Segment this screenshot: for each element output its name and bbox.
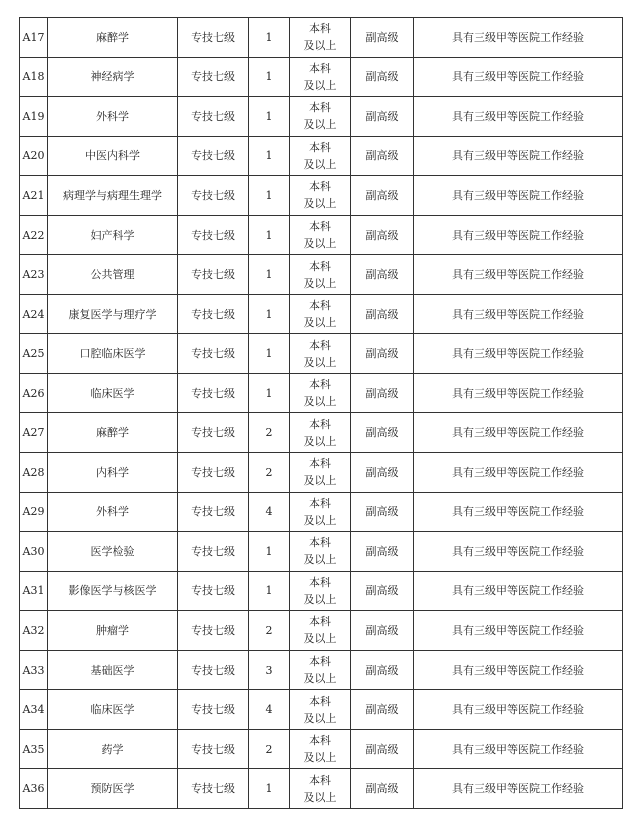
cell-post-level: 专技七级 [178,413,249,453]
cell-major: 中医内科学 [48,136,178,176]
education-line-1: 本科 [309,536,331,550]
cell-headcount: 4 [249,690,290,730]
cell-post-level: 专技七级 [178,611,249,651]
education-line-2: 及以上 [303,632,337,646]
cell-major: 病理学与病理生理学 [48,176,178,216]
cell-position-code: A36 [20,769,48,809]
cell-requirement: 具有三级甲等医院工作经验 [414,97,623,137]
education-line-1: 本科 [309,338,331,352]
cell-major: 外科学 [48,97,178,137]
table-row [20,492,623,532]
table-row [20,334,623,374]
cell-major: 公共管理 [48,255,178,295]
cell-professional-title: 副高级 [351,611,414,651]
education-line-1: 本科 [309,61,331,75]
cell-education [290,57,351,97]
education-line-2: 及以上 [303,711,337,725]
cell-position-code: A34 [20,690,48,730]
cell-professional-title: 副高级 [351,373,414,413]
cell-headcount: 1 [249,97,290,137]
education-line-1: 本科 [309,180,331,194]
education-line-1: 本科 [309,655,331,669]
cell-education [290,769,351,809]
table-row [20,136,623,176]
cell-post-level: 专技七级 [178,492,249,532]
cell-requirement: 具有三级甲等医院工作经验 [414,611,623,651]
cell-headcount: 1 [249,532,290,572]
education-line-2: 及以上 [303,237,337,250]
cell-professional-title: 副高级 [351,57,414,97]
education-line-1: 本科 [309,417,331,431]
cell-professional-title: 副高级 [351,413,414,453]
cell-headcount: 1 [249,136,290,176]
cell-position-code: A20 [20,136,48,176]
cell-major: 影像医学与核医学 [48,571,178,611]
education-line-2: 及以上 [303,513,337,527]
cell-major: 肿瘤学 [48,611,178,651]
cell-education [290,334,351,374]
cell-headcount: 1 [249,769,290,809]
cell-education [290,453,351,493]
cell-post-level: 专技七级 [178,650,249,690]
education-line-1: 本科 [309,694,331,708]
cell-professional-title: 副高级 [351,176,414,216]
cell-position-code: A24 [20,294,48,334]
cell-position-code: A21 [20,176,48,216]
education-line-2: 及以上 [303,78,337,92]
education-line-1: 本科 [309,140,331,154]
education-line-2: 及以上 [303,553,337,567]
education-line-1: 本科 [309,378,331,392]
cell-education [290,255,351,295]
cell-requirement: 具有三级甲等医院工作经验 [414,373,623,413]
table-row [20,255,623,295]
education-line-2: 及以上 [303,592,337,606]
education-line-1: 本科 [309,22,331,36]
cell-requirement: 具有三级甲等医院工作经验 [414,334,623,374]
cell-education [290,532,351,572]
cell-requirement: 具有三级甲等医院工作经验 [414,492,623,532]
cell-post-level: 专技七级 [178,176,249,216]
education-line-1: 本科 [309,734,331,748]
education-line-2: 及以上 [303,474,337,488]
education-line-1: 本科 [309,496,331,510]
cell-requirement: 具有三级甲等医院工作经验 [414,215,623,255]
cell-major: 外科学 [48,492,178,532]
cell-headcount: 1 [249,18,290,58]
positions-table [19,17,623,809]
cell-requirement: 具有三级甲等医院工作经验 [414,729,623,769]
cell-headcount: 1 [249,294,290,334]
cell-headcount: 1 [249,373,290,413]
cell-post-level: 专技七级 [178,215,249,255]
cell-education [290,729,351,769]
cell-education [290,215,351,255]
cell-professional-title: 副高级 [351,18,414,58]
cell-education [290,650,351,690]
table-row [20,373,623,413]
education-line-2: 及以上 [303,197,337,211]
cell-education [290,97,351,137]
table-row [20,532,623,572]
cell-post-level: 专技七级 [178,294,249,334]
cell-position-code: A25 [20,334,48,374]
cell-headcount: 3 [249,650,290,690]
cell-position-code: A19 [20,97,48,137]
education-line-2: 及以上 [303,276,337,290]
cell-professional-title: 副高级 [351,532,414,572]
cell-position-code: A29 [20,492,48,532]
education-line-1: 本科 [309,259,331,273]
cell-position-code: A33 [20,650,48,690]
cell-post-level: 专技七级 [178,729,249,769]
cell-major: 麻醉学 [48,413,178,453]
cell-major: 神经病学 [48,57,178,97]
cell-professional-title: 副高级 [351,650,414,690]
cell-requirement: 具有三级甲等医院工作经验 [414,255,623,295]
cell-post-level: 专技七级 [178,255,249,295]
cell-post-level: 专技七级 [178,97,249,137]
cell-professional-title: 副高级 [351,97,414,137]
cell-education [290,373,351,413]
cell-position-code: A22 [20,215,48,255]
cell-major: 口腔临床医学 [48,334,178,374]
education-line-1: 本科 [309,615,331,629]
cell-headcount: 2 [249,453,290,493]
table-row [20,650,623,690]
cell-major: 基础医学 [48,650,178,690]
cell-requirement: 具有三级甲等医院工作经验 [414,571,623,611]
cell-requirement: 具有三级甲等医院工作经验 [414,650,623,690]
cell-post-level: 专技七级 [178,532,249,572]
cell-education [290,611,351,651]
cell-professional-title: 副高级 [351,215,414,255]
cell-headcount: 1 [249,176,290,216]
education-line-1: 本科 [309,101,331,115]
cell-headcount: 2 [249,611,290,651]
cell-headcount: 1 [249,334,290,374]
cell-education [290,18,351,58]
cell-position-code: A35 [20,729,48,769]
education-line-2: 及以上 [303,157,337,171]
table-row [20,729,623,769]
cell-education [290,690,351,730]
cell-headcount: 4 [249,492,290,532]
cell-post-level: 专技七级 [178,453,249,493]
cell-major: 康复医学与理疗学 [48,294,178,334]
cell-professional-title: 副高级 [351,492,414,532]
cell-major: 临床医学 [48,373,178,413]
cell-professional-title: 副高级 [351,136,414,176]
education-line-2: 及以上 [303,790,337,804]
table-row [20,57,623,97]
cell-post-level: 专技七级 [178,690,249,730]
cell-education [290,294,351,334]
cell-requirement: 具有三级甲等医院工作经验 [414,690,623,730]
education-line-2: 及以上 [303,672,337,686]
cell-requirement: 具有三级甲等医院工作经验 [414,769,623,809]
cell-post-level: 专技七级 [178,769,249,809]
cell-requirement: 具有三级甲等医院工作经验 [414,136,623,176]
cell-requirement: 具有三级甲等医院工作经验 [414,294,623,334]
cell-professional-title: 副高级 [351,453,414,493]
cell-position-code: A23 [20,255,48,295]
cell-major: 麻醉学 [48,18,178,58]
table-row [20,611,623,651]
table-row [20,176,623,216]
education-line-1: 本科 [309,220,331,233]
cell-major: 医学检验 [48,532,178,572]
cell-education [290,176,351,216]
education-line-2: 及以上 [303,316,337,330]
table-row [20,769,623,809]
cell-professional-title: 副高级 [351,769,414,809]
education-line-2: 及以上 [303,751,337,765]
cell-post-level: 专技七级 [178,136,249,176]
cell-professional-title: 副高级 [351,571,414,611]
cell-education [290,136,351,176]
table-row [20,413,623,453]
cell-post-level: 专技七级 [178,18,249,58]
education-line-2: 及以上 [303,118,337,132]
cell-education [290,571,351,611]
cell-headcount: 2 [249,729,290,769]
education-line-2: 及以上 [303,395,337,409]
cell-position-code: A31 [20,571,48,611]
cell-requirement: 具有三级甲等医院工作经验 [414,532,623,572]
education-line-1: 本科 [309,773,331,787]
cell-requirement: 具有三级甲等医院工作经验 [414,57,623,97]
cell-position-code: A26 [20,373,48,413]
cell-position-code: A30 [20,532,48,572]
table-row [20,215,623,255]
cell-major: 预防医学 [48,769,178,809]
education-line-1: 本科 [309,575,331,589]
cell-requirement: 具有三级甲等医院工作经验 [414,413,623,453]
cell-professional-title: 副高级 [351,729,414,769]
table-row [20,453,623,493]
cell-requirement: 具有三级甲等医院工作经验 [414,453,623,493]
cell-post-level: 专技七级 [178,334,249,374]
cell-professional-title: 副高级 [351,690,414,730]
cell-professional-title: 副高级 [351,334,414,374]
cell-education [290,492,351,532]
education-line-1: 本科 [309,299,331,313]
cell-headcount: 2 [249,413,290,453]
cell-post-level: 专技七级 [178,57,249,97]
cell-headcount: 1 [249,571,290,611]
table-row [20,571,623,611]
cell-requirement: 具有三级甲等医院工作经验 [414,176,623,216]
education-line-1: 本科 [309,457,331,471]
cell-post-level: 专技七级 [178,571,249,611]
table-row [20,97,623,137]
cell-headcount: 1 [249,57,290,97]
cell-headcount: 1 [249,255,290,295]
cell-position-code: A17 [20,18,48,58]
table-row [20,690,623,730]
table-row [20,294,623,334]
education-line-2: 及以上 [303,434,337,448]
cell-major: 妇产科学 [48,215,178,255]
cell-position-code: A27 [20,413,48,453]
cell-position-code: A28 [20,453,48,493]
education-line-2: 及以上 [303,355,337,369]
cell-post-level: 专技七级 [178,373,249,413]
cell-education [290,413,351,453]
education-line-2: 及以上 [303,39,337,53]
cell-professional-title: 副高级 [351,255,414,295]
cell-headcount: 1 [249,215,290,255]
cell-position-code: A32 [20,611,48,651]
table-row [20,18,623,58]
cell-position-code: A18 [20,57,48,97]
cell-major: 药学 [48,729,178,769]
positions-table-body [20,18,623,809]
cell-professional-title: 副高级 [351,294,414,334]
cell-requirement: 具有三级甲等医院工作经验 [414,18,623,58]
cell-major: 临床医学 [48,690,178,730]
cell-major: 内科学 [48,453,178,493]
